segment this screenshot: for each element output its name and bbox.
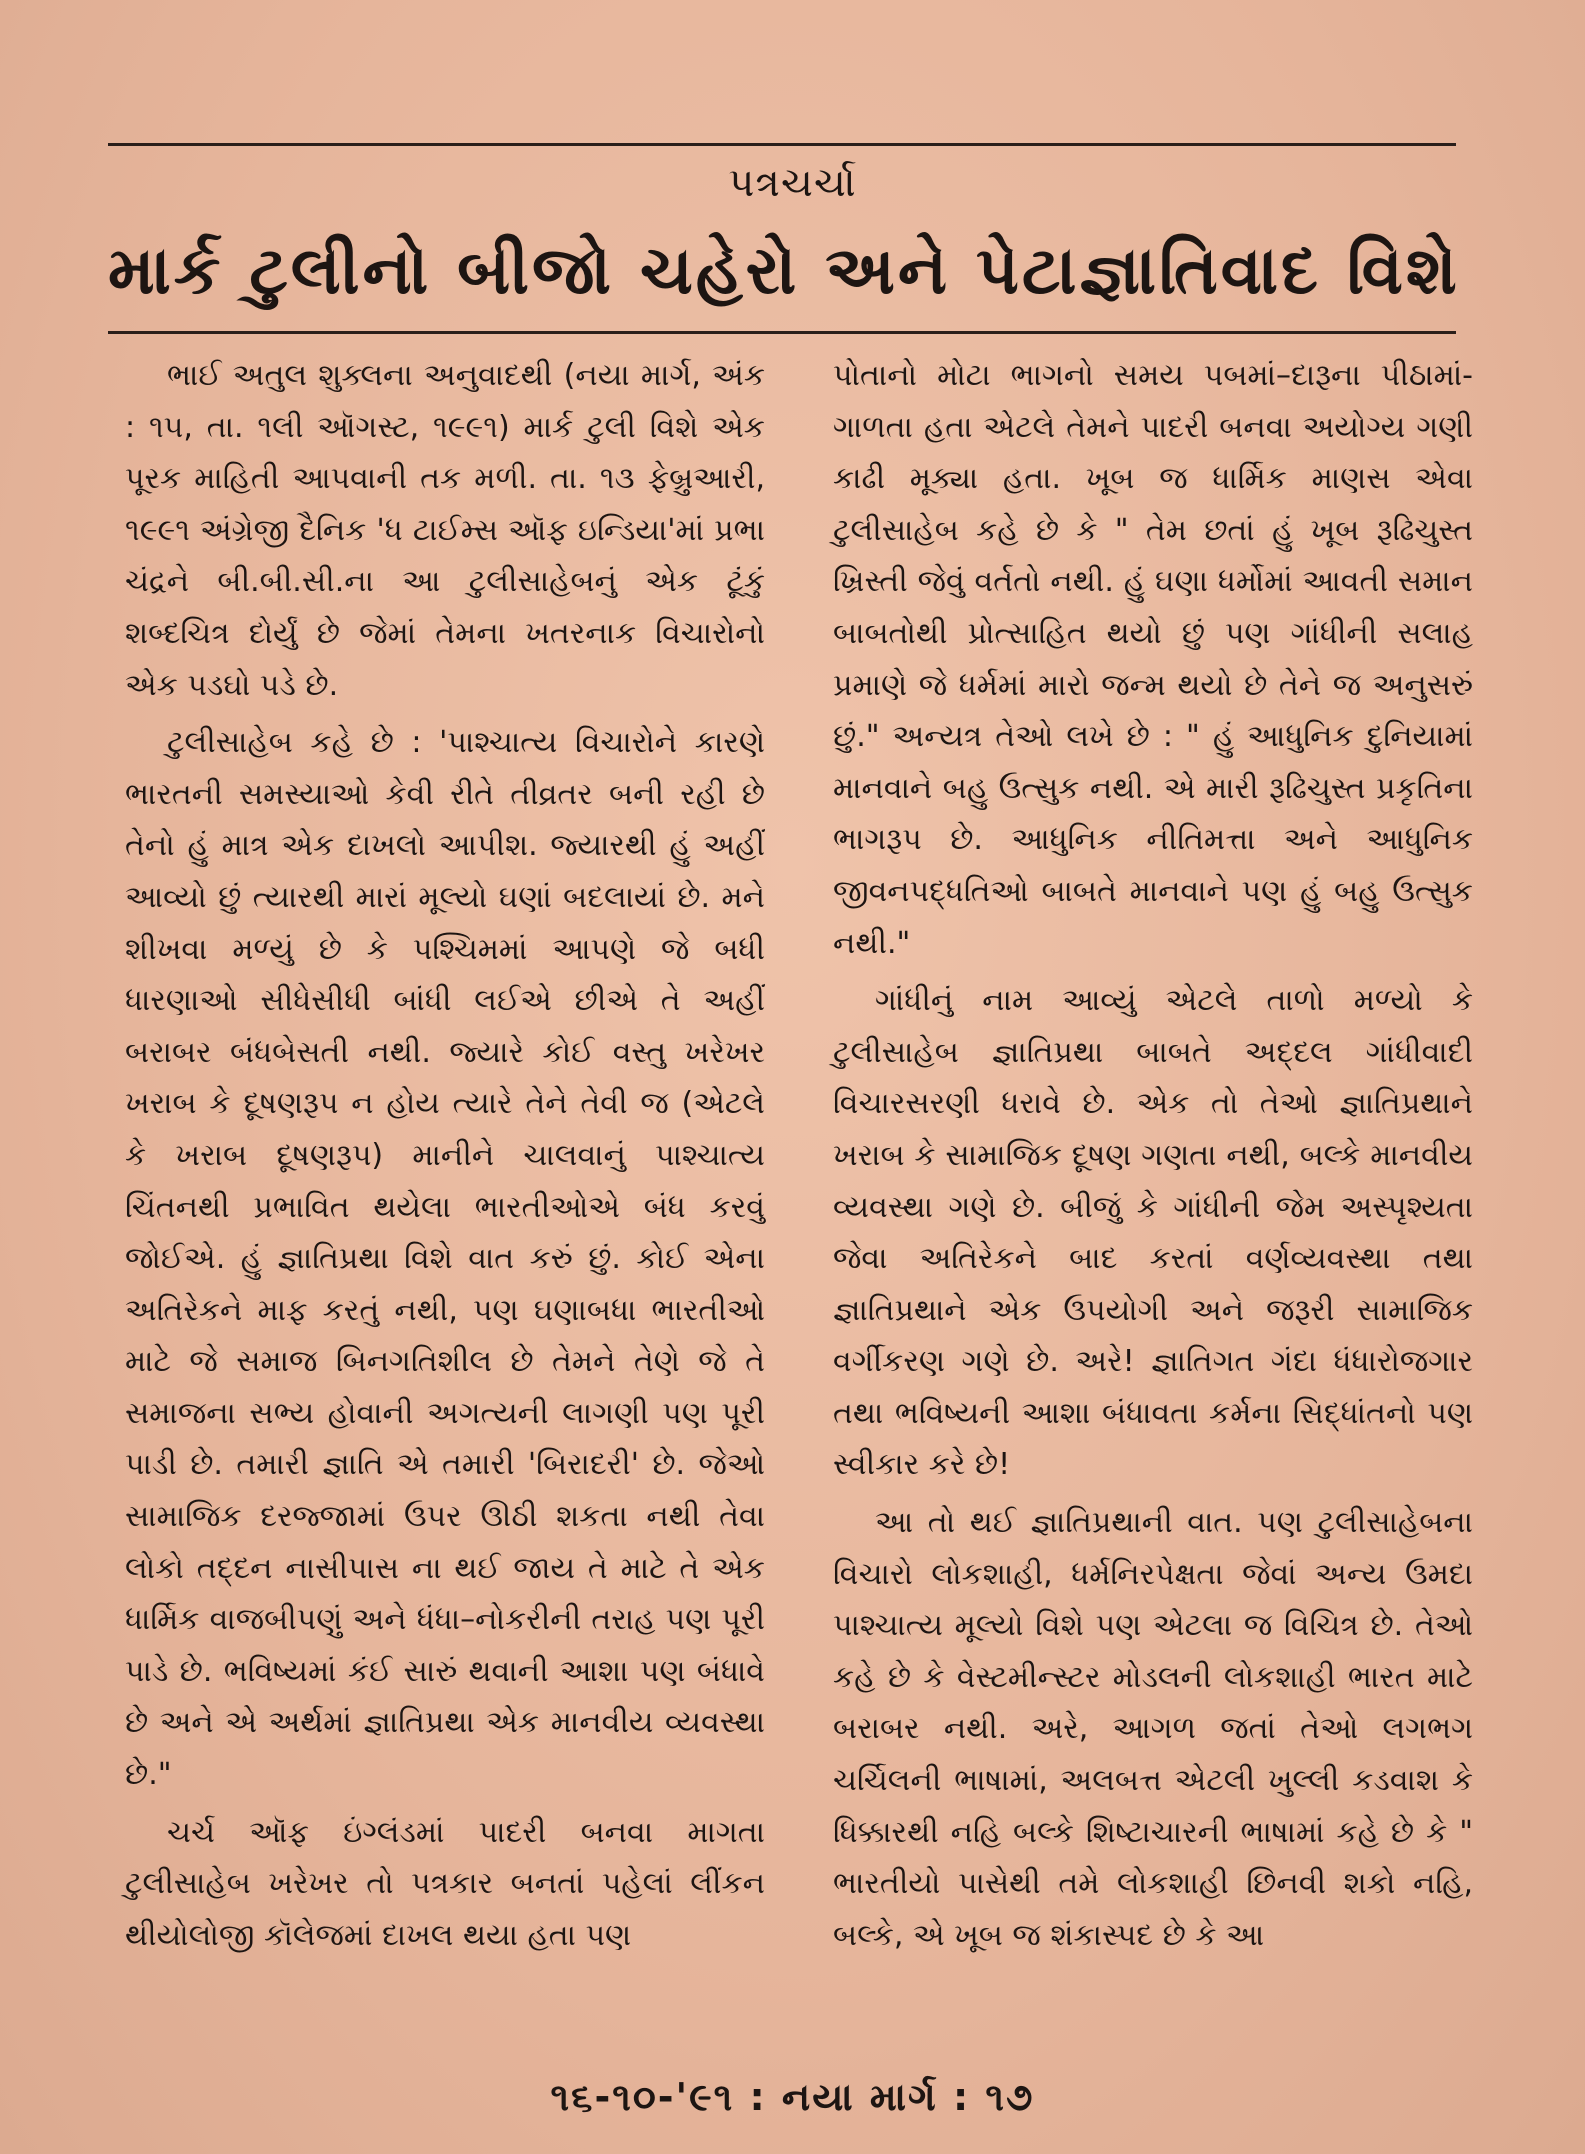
paragraph: ચર્ચ ઑફ ઇંગ્લંડમાં પાદરી બનવા માગતા ટુલીસાહેબ ખરેખર તો પત્રકાર બનતાં પહેલાં લીંકન થીયોલોજી કૉલેજમાં દાખલ થયા હતા પણ [125, 1814, 765, 1953]
right-column [833, 350, 1473, 2005]
section-label: પત્રચર્ચા [728, 160, 857, 206]
paragraph: આ તો થઈ જ્ઞાતિપ્રથાની વાત. પણ ટુલીસાહેબના વિચારો લોકશાહી, ધર્મનિરપેક્ષતા જેવાં અન્ય ઉમદા પાશ્ચાત્ય મૂલ્યો વિશે પણ એટલા જ વિચિત્ર છે. તેઓ કહે છે કે વેસ્ટમીન્સ્ટર મોડલની લોકશાહી ભારત માટે બરાબર નથી. અરે, આગળ જતાં તેઓ લગભગ ચર્ચિલની ભાષામાં, અલબત્ત એટલી ખુલ્લી કડવાશ કે ધિક્કારથી નહિ બલ્કે શિષ્ટાચારની ભાષામાં કહે છે કે " ભારતીયો પાસેથી તમે લોકશાહી છિનવી શકો નહિ, બલ્કે, એ ખૂબ જ શંકાસ્પદ છે કે આ [833, 1505, 1473, 1953]
paragraph: પોતાનો મોટા ભાગનો સમય પબમાં–દારૂના પીઠામાં-ગાળતા હતા એટલે તેમને પાદરી બનવા અયોગ્ય ગણી કાઢી મૂક્યા હતા. ખૂબ જ ધાર્મિક માણસ એવા ટુલીસાહેબ કહે છે કે " તેમ છતાં હું ખૂબ રૂઢિચુસ્ત ખ્રિસ્તી જેવું વર્તતો નથી. હું ઘણા ધર્મોમાં આવતી સમાન બાબતોથી પ્રોત્સાહિત થયો છું પણ ગાંધીની સલાહ પ્રમાણે જે ધર્મમાં મારો જન્મ થયો છે તેને જ અનુસરું છું." અન્યત્ર તેઓ લખે છે : " હું આધુનિક દુનિયામાં માનવાને બહુ ઉત્સુક નથી. એ મારી રૂઢિચુસ્ત પ્રકૃતિના ભાગરૂપ છે. આધુનિક નીતિમત્તા અને આધુનિક જીવનપદ્ધતિઓ બાબતે માનવાને પણ હું બહુ ઉત્સુક નથી." [833, 358, 1473, 961]
headline-rule [108, 331, 1456, 334]
top-rule [108, 143, 1456, 146]
left-column [125, 350, 765, 2005]
paragraph: ટુલીસાહેબ કહે છે : 'પાશ્ચાત્ય વિચારોને કારણે ભારતની સમસ્યાઓ કેવી રીતે તીવ્રતર બની રહી છે તેનો હું માત્ર એક દાખલો આપીશ. જ્યારથી હું અહીં આવ્યો છું ત્યારથી મારાં મૂલ્યો ઘણાં બદલાયાં છે. મને શીખવા મળ્યું છે કે પશ્ચિમમાં આપણે જે બધી ધારણાઓ સીધેસીધી બાંધી લઈએ છીએ તે અહીં બરાબર બંધબેસતી નથી. જ્યારે કોઈ વસ્તુ ખરેખર ખરાબ કે દૂષણરૂપ ન હોય ત્યારે તેને તેવી જ (એટલે કે ખરાબ દૂષણરૂપ) માનીને ચાલવાનું પાશ્ચાત્ય ચિંતનથી પ્રભાવિત થયેલા ભારતીઓએ બંધ કરવું જોઈએ. હું જ્ઞાતિપ્રથા વિશે વાત કરું છું. કોઈ એના અતિરેકને માફ કરતું નથી, પણ ઘણાબધા ભારતીઓ માટે જે સમાજ બિનગતિશીલ છે તેમને તેણે જે તે સમાજના સભ્ય હોવાની અગત્યની લાગણી પણ પૂરી પાડી છે. તમારી જ્ઞાતિ એ તમારી 'બિરાદરી' છે. જેઓ સામાજિક દરજ્જામાં ઉપર ઊઠી શકતા નથી તેવા લોકો તદ્દન નાસીપાસ ના થઈ જાય તે માટે તે એક ધાર્મિક વાજબીપણું અને ધંધા–નોકરીની તરાહ પણ પૂરી પાડે છે. ભવિષ્યમાં કંઈ સારું થવાની આશા પણ બંધાવે છે અને એ અર્થમાં જ્ઞાતિપ્રથા એક માનવીય વ્યવસ્થા છે." [125, 725, 765, 1793]
article-headline: માર્ક ટુલીનો બીજો ચહેરો અને પેટાજ્ઞાતિવાદ વિશે [108, 232, 1460, 309]
paragraph: ગાંધીનું નામ આવ્યું એટલે તાળો મળ્યો કે ટુલીસાહેબ જ્ઞાતિપ્રથા બાબતે અદ્દલ ગાંધીવાદી વિચારસરણી ધરાવે છે. એક તો તેઓ જ્ઞાતિપ્રથાને ખરાબ કે સામાજિક દૂષણ ગણતા નથી, બલ્કે માનવીય વ્યવસ્થા ગણે છે. બીજું કે ગાંધીની જેમ અસ્પૃશ્યતા જેવા અતિરેકને બાદ કરતાં વર્ણવ્યવસ્થા તથા જ્ઞાતિપ્રથાને એક ઉપયોગી અને જરૂરી સામાજિક વર્ગીકરણ ગણે છે. અરે! જ્ઞાતિગત ગંદા ધંધારોજગાર તથા ભવિષ્યની આશા બંધાવતા કર્મના સિદ્ધાંતનો પણ સ્વીકાર કરે છે! [833, 983, 1473, 1483]
paragraph: ભાઈ અતુલ શુક્લના અનુવાદથી (નયા માર્ગ, અંક : ૧૫, તા. ૧લી ઑગસ્ટ, ૧૯૯૧) માર્ક ટુલી વિશે એક પૂરક માહિતી આપવાની તક મળી. તા. ૧૩ ફેબ્રુઆરી, ૧૯૯૧ અંગ્રેજી દૈનિક 'ધ ટાઈમ્સ ઑફ ઇન્ડિયા'માં પ્રભા ચંદ્રને બી.બી.સી.ના આ ટુલીસાહેબનું એક ટૂંકું શબ્દચિત્ર દોર્યું છે જેમાં તેમના ખતરનાક વિચારોનો એક પડઘો પડે છે. [125, 358, 765, 703]
page-footer: ૧૬-૧૦-'૯૧ : નયા માર્ગ : ૧૭ [550, 2075, 1035, 2119]
